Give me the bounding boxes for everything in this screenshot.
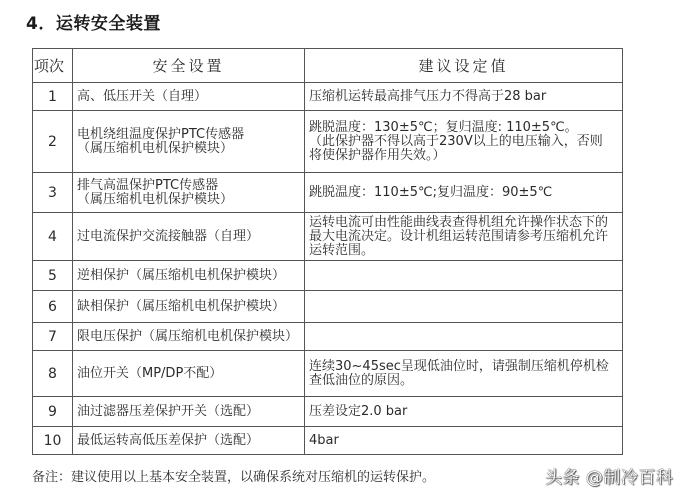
recommended-value xyxy=(305,83,623,111)
safety-item-line: 逆相保护（属压缩机电机保护模块） xyxy=(77,267,286,283)
row-number: 10 xyxy=(33,427,73,455)
row-number: 2 xyxy=(33,111,73,173)
recommended-value xyxy=(305,397,623,427)
header-safety-setting: 安全设置 xyxy=(73,49,305,83)
safety-item xyxy=(73,323,305,351)
table-row xyxy=(33,291,623,323)
safety-item xyxy=(73,427,305,455)
recommended-value xyxy=(305,111,623,173)
safety-item-line: 过电流保护交流接触器（自理） xyxy=(77,228,260,244)
value-line: 运转范围。 xyxy=(309,242,375,258)
recommended-value xyxy=(305,427,623,455)
safety-item-line: 高、低压开关（自理） xyxy=(77,88,208,104)
value-line: 查低油位的原因。 xyxy=(309,372,414,388)
safety-item-line: 排气高温保护PTC传感器 xyxy=(77,177,219,193)
row-number: 7 xyxy=(33,323,73,351)
value-line: 最大电流决定。设计机组运转范围请参考压缩机允许 xyxy=(309,228,609,244)
recommended-value xyxy=(305,291,623,323)
safety-item-line: 限电压保护（属压缩机电机保护模块） xyxy=(77,328,299,344)
safety-item xyxy=(73,291,305,323)
table-row xyxy=(33,213,623,261)
safety-item xyxy=(73,351,305,397)
row-number: 8 xyxy=(33,351,73,397)
safety-item-line: 最低运转高低压差保护（选配） xyxy=(77,432,260,448)
recommended-value xyxy=(305,323,623,351)
safety-item-line: 油过滤器压差保护开关（选配） xyxy=(77,403,260,419)
safety-item-line: 电机绕组温度保护PTC传感器 xyxy=(77,126,245,142)
value-line: 4bar xyxy=(309,432,339,448)
recommended-value xyxy=(305,173,623,213)
safety-item-line: （属压缩机电机保护模块） xyxy=(77,140,234,156)
safety-item-line: 缺相保护（属压缩机电机保护模块） xyxy=(77,298,286,314)
header-recommended-value: 建议设定值 xyxy=(305,49,623,83)
row-number: 3 xyxy=(33,173,73,213)
recommended-value xyxy=(305,351,623,397)
watermark: 头条 @制冷百科 xyxy=(545,468,674,488)
table-row xyxy=(33,173,623,213)
row-number: 6 xyxy=(33,291,73,323)
value-line: 将使保护器作用失效。） xyxy=(309,147,446,163)
value-line: 连续30~45sec呈现低油位时，请强制压缩机停机检 xyxy=(309,358,609,374)
row-number: 9 xyxy=(33,397,73,427)
value-line: 跳脱温度：130±5℃；复归温度: 110±5℃。 xyxy=(309,119,578,135)
safety-item xyxy=(73,111,305,173)
value-line: 压缩机运转最高排气压力不得高于28 bar xyxy=(309,88,547,104)
value-line: 跳脱温度：110±5℃;复归温度：90±5℃ xyxy=(309,184,553,200)
value-line: （此保护器不得以高于230V以上的电压输入，否则 xyxy=(309,133,603,149)
table-row xyxy=(33,427,623,455)
table-row xyxy=(33,83,623,111)
safety-item xyxy=(73,173,305,213)
row-number: 1 xyxy=(33,83,73,111)
safety-item xyxy=(73,261,305,291)
safety-item xyxy=(73,83,305,111)
safety-item-line: 油位开关（MP/DP不配） xyxy=(77,365,223,381)
table-header-row xyxy=(33,49,623,83)
value-line: 压差设定2.0 bar xyxy=(309,403,408,419)
safety-devices-table xyxy=(32,48,623,455)
row-number: 4 xyxy=(33,213,73,261)
safety-item-line: （属压缩机电机保护模块） xyxy=(77,191,234,207)
section-title: 4．运转安全装置 xyxy=(26,14,161,34)
table-row xyxy=(33,323,623,351)
row-number: 5 xyxy=(33,261,73,291)
table-row xyxy=(33,351,623,397)
safety-item xyxy=(73,213,305,261)
header-item-number: 项次 xyxy=(33,49,73,83)
table-row xyxy=(33,261,623,291)
recommended-value xyxy=(305,213,623,261)
value-line: 运转电流可由性能曲线表查得机组允许操作状态下的 xyxy=(309,214,609,230)
table-row xyxy=(33,111,623,173)
table-row xyxy=(33,397,623,427)
recommended-value xyxy=(305,261,623,291)
footnote: 备注：建议使用以上基本安全装置，以确保系统对压缩机的运转保护。 xyxy=(32,470,436,485)
safety-item xyxy=(73,397,305,427)
